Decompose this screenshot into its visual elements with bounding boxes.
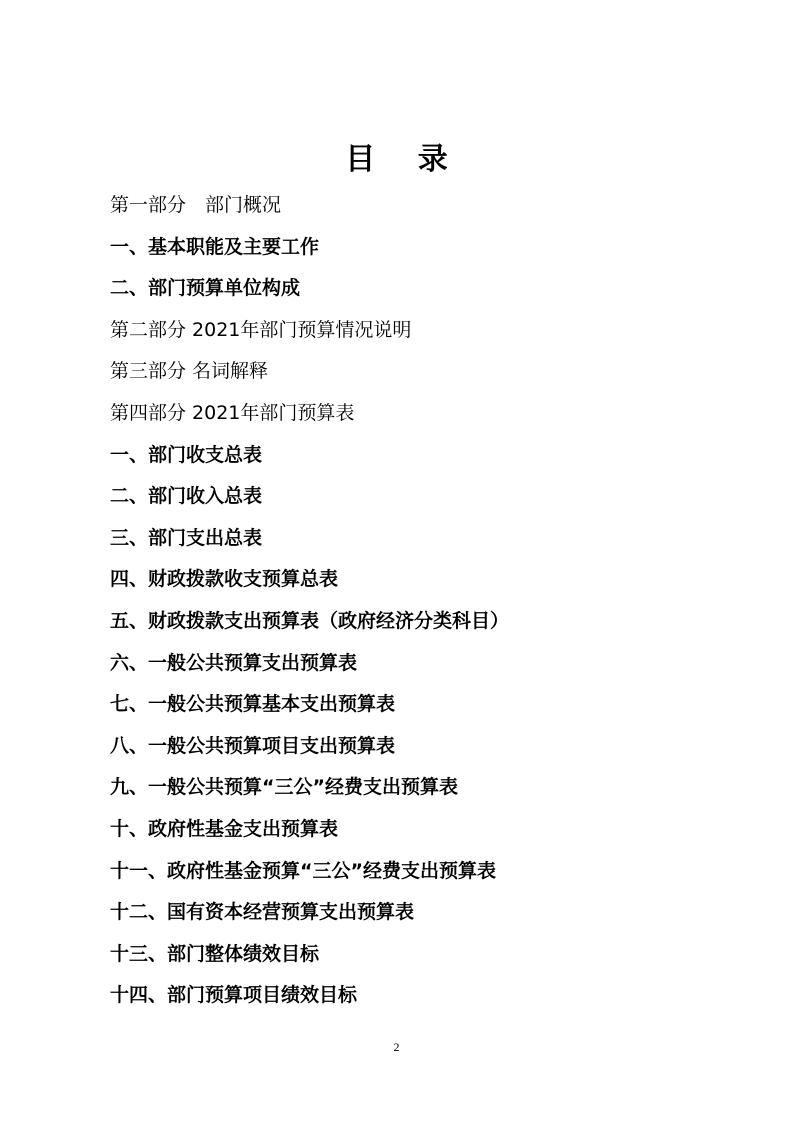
table-of-contents: [110, 185, 750, 1017]
toc-item: 八、一般公共预算项目支出预算表: [110, 734, 396, 757]
toc-item: 六、一般公共预算支出预算表: [110, 651, 358, 674]
toc-item: 五、财政拨款支出预算表（政府经济分类科目）: [110, 609, 510, 632]
toc-item: 四、财政拨款收支预算总表: [110, 568, 339, 591]
toc-item: 第三部分 名词解释: [110, 360, 269, 383]
toc-item: 三、部门支出总表: [110, 526, 263, 549]
toc-item: 十四、部门预算项目绩效目标: [110, 984, 358, 1007]
toc-item: 二、部门预算单位构成: [110, 277, 301, 300]
toc-item: 一、部门收支总表: [110, 443, 263, 466]
toc-item: 一、基本职能及主要工作: [110, 235, 320, 258]
toc-item: 第二部分 2021年部门预算情况说明: [110, 318, 412, 341]
toc-item: 七、一般公共预算基本支出预算表: [110, 693, 396, 716]
toc-item: 第一部分 部门概况: [110, 194, 282, 216]
toc-item: 十一、政府性基金预算“三公”经费支出预算表: [110, 859, 496, 882]
toc-item: 十、政府性基金支出预算表: [110, 817, 339, 840]
toc-item: 第四部分 2021年部门预算表: [110, 401, 355, 424]
page-title: 目 录: [345, 142, 464, 177]
toc-item: 十二、国有资本经营预算支出预算表: [110, 901, 415, 924]
toc-item: 二、部门收入总表: [110, 485, 263, 508]
page-number: 2: [393, 1040, 400, 1054]
toc-item: 九、一般公共预算“三公”经费支出预算表: [110, 776, 458, 799]
toc-item: 十三、部门整体绩效目标: [110, 942, 320, 965]
